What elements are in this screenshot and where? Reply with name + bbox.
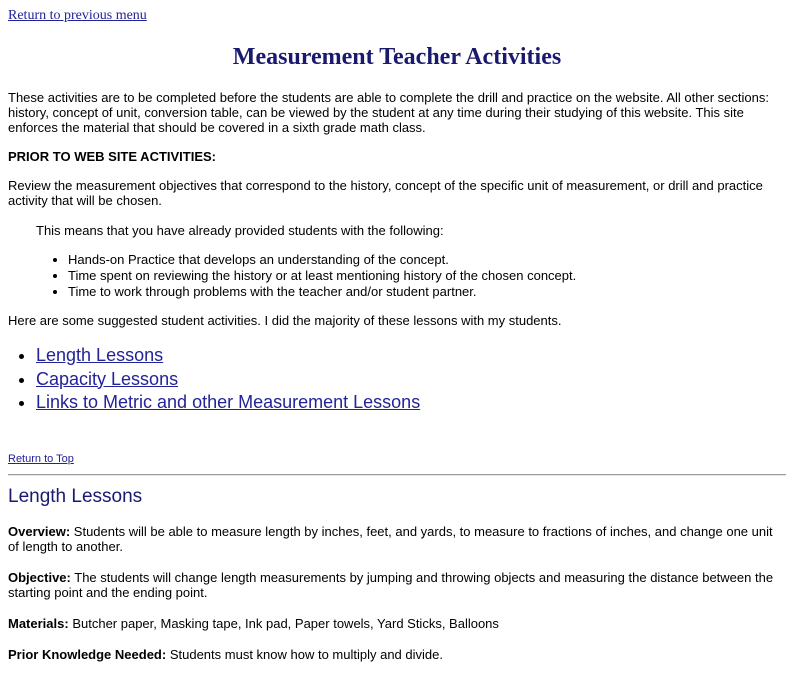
list-item <box>36 344 786 368</box>
overview-text: Students will be able to measure length by inches, feet, and yards, to measure to fractions of inches, and change one unit of length to another. <box>8 523 773 555</box>
objective-paragraph <box>8 570 786 600</box>
section-divider <box>8 474 786 476</box>
prior-activities-heading: PRIOR TO WEB SITE ACTIVITIES: <box>8 149 217 165</box>
prior-knowledge-text: Students must know how to multiply and divide. <box>169 647 443 663</box>
length-lessons-link[interactable]: Length Lessons <box>36 344 164 365</box>
prerequisite-list <box>8 252 786 299</box>
review-paragraph: Review the measurement objectives that correspond to the history, concept of the specific unit of measurement, or drill and practice activity that will be chosen. <box>8 178 763 209</box>
materials-text: Butcher paper, Masking tape, Ink pad, Paper towels, Yard Sticks, Balloons <box>72 616 499 632</box>
page-title: Measurement Teacher Activities <box>232 44 562 71</box>
prior-knowledge-paragraph <box>8 647 786 662</box>
list-item <box>36 368 786 392</box>
materials-paragraph <box>8 616 786 631</box>
return-to-top-link[interactable]: Return to Top <box>8 453 74 466</box>
intro-paragraph: These activities are to be completed before the students are able to complete the drill and practice on the website. All other sections: history, concept of unit, conversion table, can be viewed by the student at any time during their studying of this website. This site enforces the material that should be covered in a sixth grade math class. <box>8 90 769 136</box>
list-item: • Hands-on Practice that develops an understanding of the concept. <box>68 252 786 267</box>
top-link-wrap <box>8 8 786 24</box>
list-item: • Time to work through problems with the teacher and/or student partner. <box>68 284 786 299</box>
lesson-links-list <box>8 344 786 415</box>
list-item <box>36 391 786 415</box>
suggested-activities-paragraph: Here are some suggested student activities. I did the majority of these lessons with my students. <box>8 312 562 328</box>
objective-text: The students will change length measurements by jumping and throwing objects and measuring the distance between the starting point and the ending point. <box>8 570 774 601</box>
length-lessons-heading: Length Lessons <box>8 485 143 507</box>
capacity-lessons-link[interactable]: Capacity Lessons <box>36 368 179 389</box>
list-item: • Time spent on reviewing the history or at least mentioning history of the chosen concept. <box>68 268 786 283</box>
overview-label: Overview: <box>8 523 71 539</box>
materials-label: Materials: <box>8 616 69 632</box>
return-previous-menu-link[interactable]: Return to previous menu <box>8 8 147 23</box>
prior-knowledge-label: Prior Knowledge Needed: <box>8 647 167 663</box>
overview-paragraph <box>8 524 786 554</box>
return-top-wrap <box>8 453 786 466</box>
metric-links-link[interactable]: Links to Metric and other Measurement Lessons <box>36 392 421 413</box>
objective-label: Objective: <box>8 570 71 586</box>
this-means-paragraph: This means that you have already provided students with the following: <box>36 222 444 238</box>
